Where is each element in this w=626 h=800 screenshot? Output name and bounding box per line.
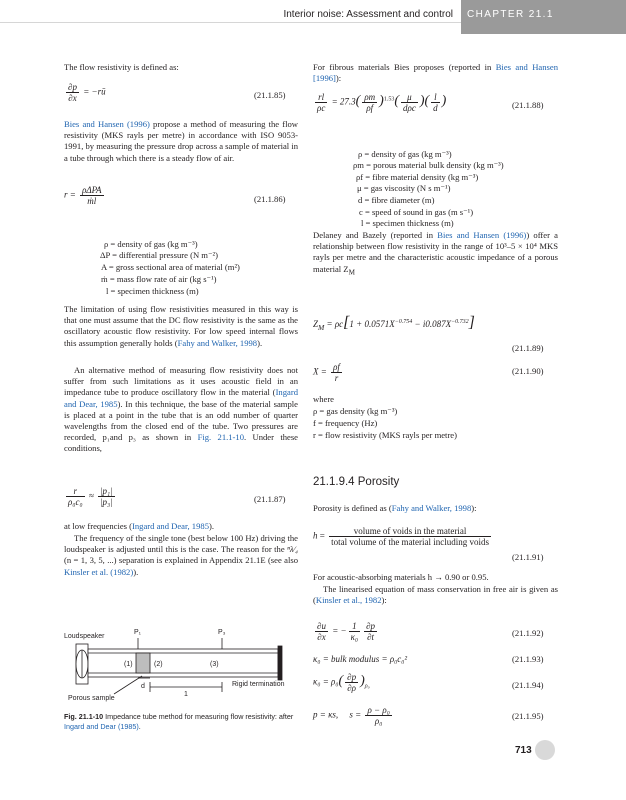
ref-fahy-walker-2[interactable]: Fahy and Walker, 1998 [391,503,472,513]
eq85-number: (21.1.85) [254,90,286,100]
eq90-number: (21.1.90) [512,366,544,376]
ref-kinsler-2[interactable]: Kinsler et al., 1982 [315,595,382,606]
equation-88: $\frac{rl}{\rho c}$ = 27.3( $\frac{\rho m}{\rho f}$ )$^{1.53}$( $\frac{\mu}{\text{dρc}}$ )( $\frac{l}{d}$ ) [317,92,447,113]
ref-fahy-walker[interactable]: Fahy and Walker, 1998 [177,337,258,348]
left-para-2: Bies and Hansen (1996) propose a method of measuring the flow resistivity (MKS rayls per metre) in accordance with ISO 9053-1991, by measuring the pressure drop across a sample of material in a tube through which there is a steady flow of air. [64,119,298,163]
ref-ingard-dear-caption[interactable]: Ingard and Dear (1985) [64,721,139,731]
equation-87: $\frac{r}{\text{ρ₀c₀}}$ ≈ $\frac{\text{|p₁|}}{\text{|p₃|}}$ [68,486,113,507]
def-line: ρ = density of gas (kg m⁻³) [104,239,198,249]
right-para-4: For acoustic-absorbing materials h → 0.90 or 0.95. [313,572,489,582]
fig-label-loudspeaker: Loudspeaker [64,633,105,640]
right-para-1: For fibrous materials Bies proposes (reported in Bies and Hansen [1996]): [313,62,558,84]
chapter-label: CHAPTER 21.1 [467,9,554,20]
ref-figure[interactable]: Fig. 21.1-10 [197,432,245,443]
eq93-number: (21.1.93) [512,654,544,664]
left-para-4: An alternative method of measuring flow resistivity does not suffer from such limitations as it uses acoustic field in an impedance tube to produce oscillatory flow in the material (Ingard and Dear, 1985). In this technique, the base of the material sample is placed at a point in the tube that is an odd number of quarter wavelengths from the closed end of the tube. Two pressures are recorded, p₁and p₃ as shown in Fig. 21.1-10. Under these conditions, [64,365,298,454]
where-label: where [313,394,334,404]
eq92-number: (21.1.92) [512,628,544,638]
eq94-number: (21.1.94) [512,680,544,690]
equation-93: κ₀ = bulk modulus = ρ₀c₀² [313,654,408,664]
fig-label-porous: Porous sample [68,695,115,702]
def-line: ṁ = mass flow rate of air (kg s⁻¹) [101,274,217,284]
fig-label-rigid: Rigid termination [232,681,285,688]
impedance-tube-figure [64,620,304,705]
eq91-number: (21.1.91) [512,552,544,562]
porous-sample-shape [136,653,150,673]
left-para-1: The flow resistivity is defined as: [64,62,179,72]
equation-90: X = $\frac{\rho f}{r}$ [313,362,340,383]
def-line: ρ = gas density (kg m⁻³) [313,406,398,416]
fig-label-d: d [141,683,145,690]
ref-bies-hansen-3[interactable]: Bies and Hansen (1996) [437,230,527,240]
equation-95: p = κs, s = $\frac{\text{ρ − ρ₀}}{\text{ρ₀}}$ [313,705,390,726]
header-rule [0,22,461,23]
equation-85: $\frac{\partial p}{\partial x}$ = −rū [68,82,106,103]
chapter-tab [461,0,626,34]
fig-label-2: (2) [154,661,163,668]
def-line: f = frequency (Hz) [313,418,378,428]
equation-89: $Z_M = \rho c[1 + 0.0571X^{-0.754} - i0.087X^{-0.732}]$ [313,314,475,332]
left-para-6: The frequency of the single tone (best below 100 Hz) driving the loudspeaker is adjusted until this is the case. The reason for the ⁿλ⁄₄ (n = 1, 3, 5, ...) separation is explained in Appendix 21.1E (see also Kinsler et al. (1982)). [64,533,298,577]
ref-ingard-dear[interactable]: Ingard and Dear, 1985 [64,387,298,409]
page-number-marker [535,740,555,760]
ref-ingard-dear-2[interactable]: Ingard and Dear, 1985 [132,521,209,531]
def-line: ΔP = differential pressure (N m⁻²) [100,250,218,260]
def-line: l = specimen thickness (m) [361,218,454,228]
figure-caption: Fig. 21.1-10 Impedance tube method for measuring flow resistivity: after Ingard and Dear (1985). [64,712,294,731]
running-title: Interior noise: Assessment and control [283,9,453,20]
def-line: μ = gas viscosity (N s m⁻¹) [357,183,451,193]
def-line: A = gross sectional area of material (m²) [101,262,240,272]
eq87-number: (21.1.87) [254,494,286,504]
eq95-number: (21.1.95) [512,711,544,721]
def-line: d = fibre diameter (m) [358,195,435,205]
equation-92: $\frac{\partial u}{\partial x}$ = − $\frac{1}{\text{κ₀}}$ $\frac{\partial p}{\partial t}$ [317,621,376,642]
fig-label-1: (1) [124,661,133,668]
fig-label-one: 1 [184,691,188,698]
def-line: l = specimen thickness (m) [106,286,199,296]
fig-label-p3: P₃ [218,629,226,636]
page-number: 713 [515,745,532,756]
eq89-number: (21.1.89) [512,343,544,353]
def-line: ρf = fibre material density (kg m⁻³) [356,172,479,182]
def-line: c = speed of sound in gas (m s⁻¹) [359,207,474,217]
right-para-3: Porosity is defined as (Fahy and Walker, 1998): [313,503,477,513]
left-para-5: at low frequencies (Ingard and Dear, 1985). [64,521,215,531]
ref-bies-hansen[interactable]: Bies and Hansen (1996) [64,119,150,129]
equation-86: r = $\frac{\text{ρΔPA}}{\text{ṁl}}$ [64,185,102,206]
fig-label-p1: P₁ [134,629,142,636]
ref-bies-hansen-2[interactable]: Bies and Hansen [1996] [313,62,558,84]
ref-kinsler[interactable]: Kinsler et al. (1982) [64,566,134,577]
right-para-5: The linearised equation of mass conservation in free air is given as (Kinsler et al., 1982): [313,584,558,606]
section-heading: 21.1.9.4 Porosity [313,476,400,488]
equation-94: κ₀ = ρ₀( $\frac{\partial p}{\partial\rho}$ )$_{\rho_0}$ [313,672,370,693]
eq88-number: (21.1.88) [512,100,544,110]
fig-label-3: (3) [210,661,219,668]
def-line: r = flow resistivity (MKS rayls per metre) [313,430,457,440]
eq86-number: (21.1.86) [254,194,286,204]
def-line: ρm = porous material bulk density (kg m⁻³) [353,160,504,170]
left-para-3: The limitation of using flow resistivities measured in this way is that one must assume that the DC flow resistivity is the same as the oscillatory acoustic flow resistivity. For low speed internal flows this assumption generally holds (Fahy and Walker, 1998). [64,304,298,348]
def-line: ρ = density of gas (kg m⁻³) [358,149,452,159]
equation-91: h = $\frac{\text{volume of voids in the material}}{\text{total volume of the material including voids}}$ [313,526,490,547]
right-para-2: Delaney and Bazely (reported in Bies and Hansen (1996)) offer a relationship between flow resistivity in the range of 10³–5 × 10⁴ MKS rayls per metre and the characteristic acoustic impedance of a porous material $Z_M$ [313,230,558,277]
